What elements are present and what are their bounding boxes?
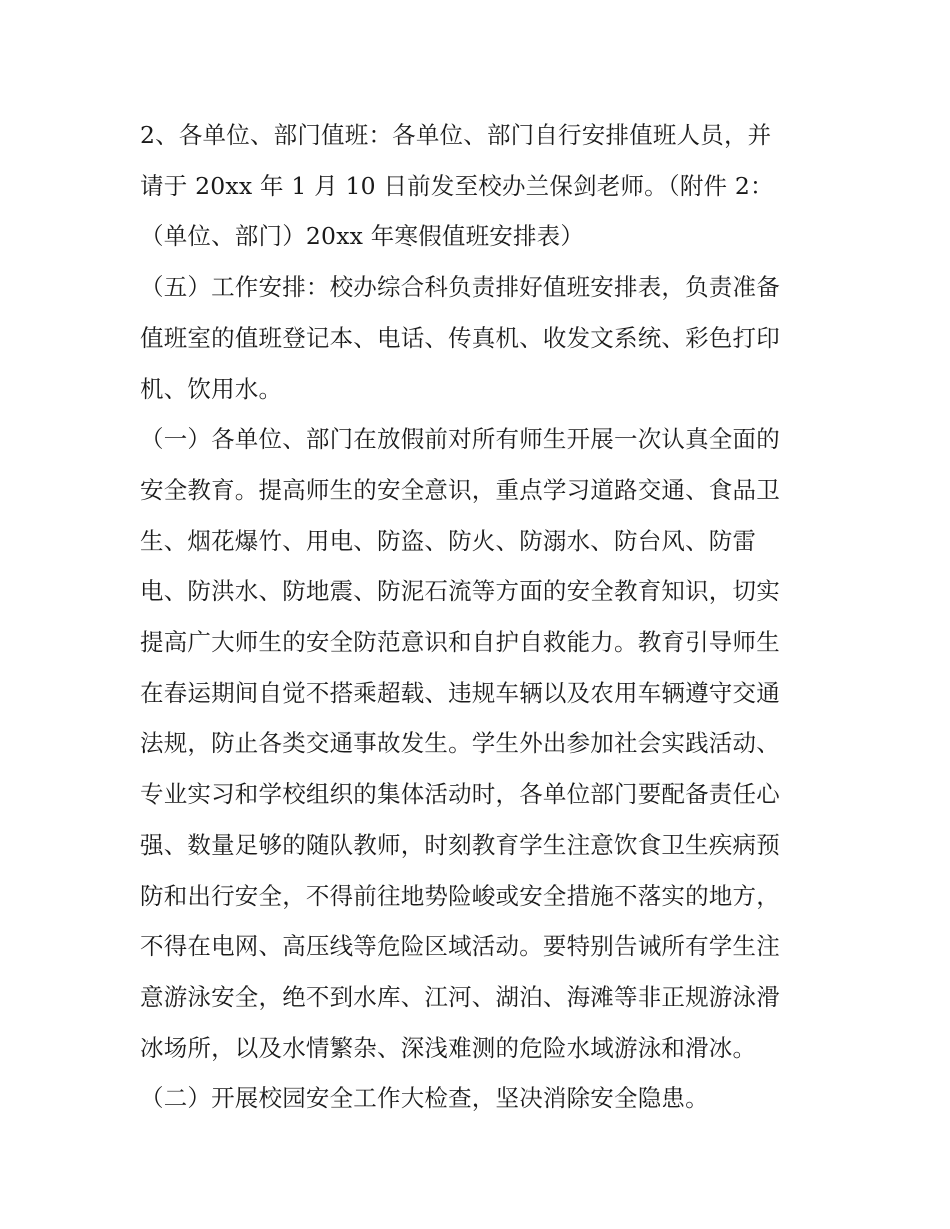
text-line: （一）各单位、部门在放假前对所有师生开展一次认真全面的 [140,425,780,454]
text-line: 不得在电网、高压线等危险区域活动。要特别告诫所有学生注 [140,932,780,961]
text-line: 提高广大师生的安全防范意识和自护自救能力。教育引导师生 [140,628,780,657]
text-line: （五）工作安排：校办综合科负责排好值班安排表，负责准备 [140,273,780,302]
text-line: 2、各单位、部门值班：各单位、部门自行安排值班人员，并 [140,121,772,149]
text-line: （单位、部门）20xx 年寒假值班安排表） [140,222,585,251]
text-line: （二）开展校园安全工作大检查，坚决消除安全隐患。 [140,1084,709,1113]
text-line: 电、防洪水、防地震、防泥石流等方面的安全教育知识，切实 [140,577,780,606]
text-line: 生、烟花爆竹、用电、防盗、防火、防溺水、防台风、防雷 [140,526,757,555]
text-line: 机、饮用水。 [140,374,283,403]
text-line: 在春运期间自觉不搭乘超载、违规车辆以及农用车辆遵守交通 [140,678,780,707]
text-line: 请于 20xx 年 1 月 10 日前发至校办兰保剑老师。（附件 2： [140,171,774,200]
text-line: 冰场所，以及水情繁杂、深浅难测的危险水域游泳和滑冰。 [140,1033,757,1062]
text-line: 意游泳安全，绝不到水库、江河、湖泊、海滩等非正规游泳滑 [140,982,780,1011]
text-line: 专业实习和学校组织的集体活动时，各单位部门要配备责任心 [140,780,780,809]
text-line: 法规，防止各类交通事故发生。学生外出参加社会实践活动、 [140,729,780,758]
text-line: 强、数量足够的随队教师，时刻教育学生注意饮食卫生疾病预 [140,830,780,859]
text-line: 值班室的值班登记本、电话、传真机、收发文系统、彩色打印 [140,323,780,352]
text-line: 防和出行安全，不得前往地势险峻或安全措施不落实的地方， [140,881,780,910]
document-body [140,110,820,1124]
text-line: 安全教育。提高师生的安全意识，重点学习道路交通、食品卫 [140,475,780,504]
